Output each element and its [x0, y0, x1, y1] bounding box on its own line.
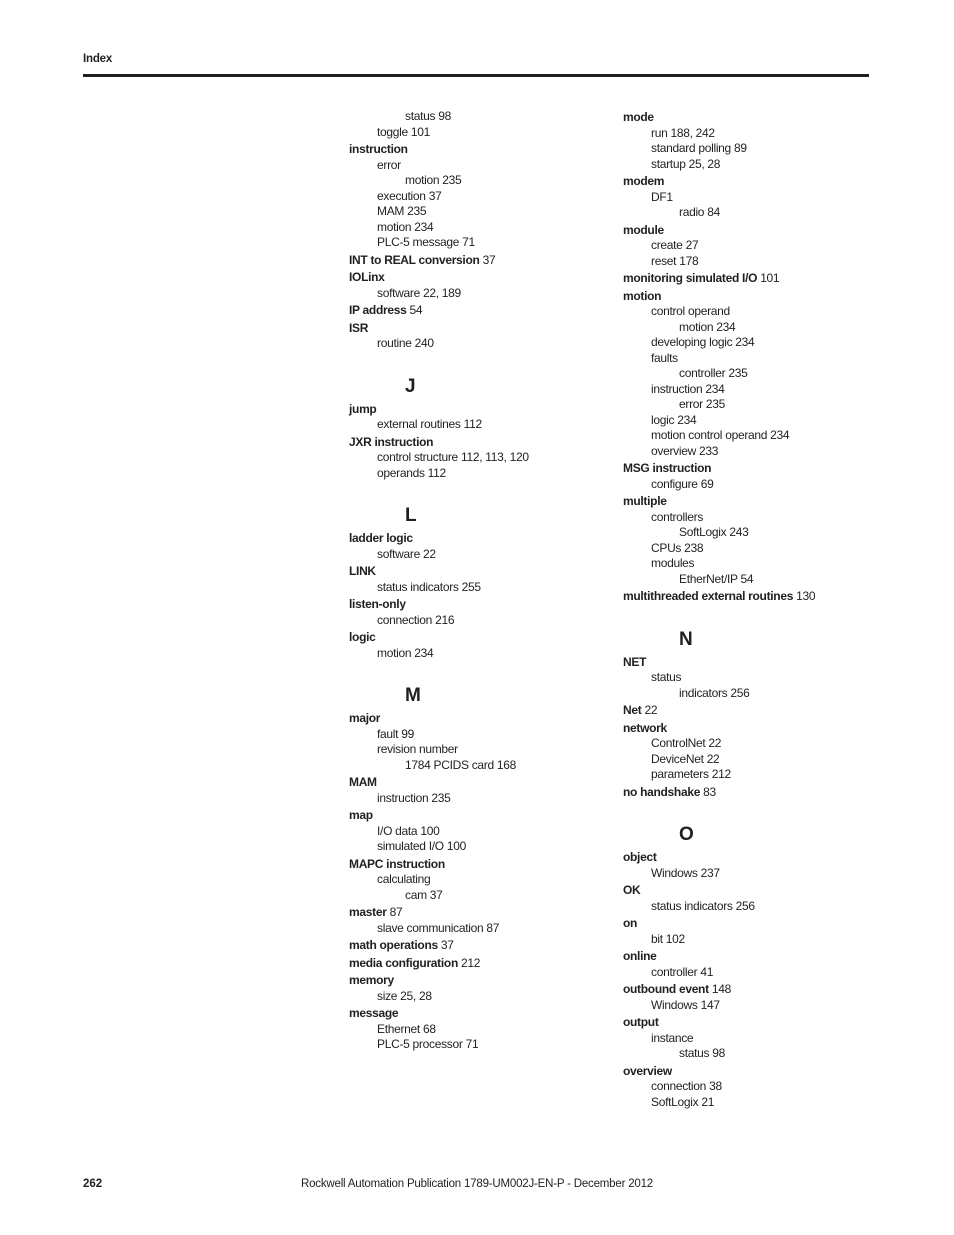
index-term-label: listen-only [349, 597, 406, 611]
index-subentry: routine 240 [377, 336, 434, 350]
index-subentry: Windows 237 [651, 865, 720, 880]
index-term-label: on [623, 916, 638, 930]
index-subentry: create 27 [651, 238, 699, 252]
index-subentry: standard polling 89 [651, 141, 747, 155]
index-term-label: jump [349, 401, 377, 416]
index-term [349, 303, 529, 319]
index-term-label: math operations [349, 938, 438, 952]
index-term-label: multithreaded external routines [623, 589, 794, 603]
index-subentry: instruction 235 [377, 790, 451, 805]
index-subentry: motion control operand 234 [651, 428, 790, 442]
index-subentry: calculating [377, 872, 431, 886]
index-term-label: ladder logic [349, 531, 413, 545]
index-term [349, 630, 529, 646]
index-column-left [349, 109, 529, 1053]
index-subentry: size 25, 28 [377, 988, 432, 1003]
index-term [623, 1015, 815, 1031]
index-subentry: instance [651, 1030, 694, 1045]
index-term-label: network [623, 720, 667, 735]
index-subentry: I/O data 100 [377, 823, 440, 838]
index-term [623, 703, 815, 719]
index-term-label: overview [623, 1063, 672, 1078]
index-term [349, 808, 529, 824]
index-term-label: MAPC instruction [349, 856, 445, 871]
index-term-label: monitoring simulated I/O [623, 271, 758, 285]
index-subentry: motion 234 [377, 645, 434, 660]
index-term-pages: 83 [703, 784, 716, 799]
index-term [623, 785, 815, 801]
index-term [349, 142, 529, 158]
index-subentry: Windows 147 [651, 997, 720, 1012]
index-subentry: error [377, 157, 401, 172]
index-subentry: DF1 [651, 189, 673, 204]
index-subsubentry: EtherNet/IP 54 [679, 571, 754, 586]
index-term [349, 321, 529, 337]
index-term-label: JXR instruction [349, 434, 434, 449]
index-term-label: online [623, 949, 657, 963]
index-subentry: toggle 101 [377, 124, 431, 139]
index-term [349, 711, 529, 727]
index-term-label: modem [623, 174, 665, 188]
index-subentry: startup 25, 28 [651, 156, 721, 171]
index-subsubentry: radio 84 [679, 205, 720, 219]
index-subentry: SoftLogix 21 [651, 1094, 715, 1109]
index-subentry: simulated I/O 100 [377, 839, 466, 853]
index-term [623, 110, 815, 126]
index-term [623, 461, 815, 477]
index-subentry: software 22 [377, 546, 436, 561]
index-subentry: modules [651, 556, 695, 570]
index-term [349, 1006, 529, 1022]
index-term-label: output [623, 1015, 659, 1029]
index-term [349, 857, 529, 873]
index-term [623, 589, 815, 605]
index-term [349, 905, 529, 921]
index-subentry: external routines 112 [377, 417, 482, 431]
index-subentry: CPUs 238 [651, 540, 704, 555]
index-subentry: motion 234 [377, 219, 434, 234]
index-term-pages: 101 [760, 271, 780, 285]
index-term [349, 270, 529, 286]
index-subentry: bit 102 [651, 931, 685, 946]
index-term-label: LINK [349, 564, 376, 578]
index-term [623, 655, 815, 671]
index-subentry: reset 178 [651, 253, 699, 268]
index-term-label: instruction [349, 142, 408, 156]
index-subentry: controller 41 [651, 964, 714, 979]
index-term [349, 531, 529, 547]
index-term-label: module [623, 222, 664, 237]
index-term [623, 289, 815, 305]
index-term [349, 956, 529, 972]
index-term [623, 883, 815, 899]
index-subentry: execution 37 [377, 188, 442, 203]
index-term [623, 494, 815, 510]
index-subsubentry: motion 235 [405, 173, 462, 187]
index-term-label: multiple [623, 494, 667, 508]
index-term-pages: 87 [389, 905, 403, 919]
index-term-pages: 37 [440, 938, 454, 952]
index-subentry: DeviceNet 22 [651, 751, 720, 766]
index-term [623, 223, 815, 239]
index-term-label: map [349, 808, 373, 822]
index-subentry: instruction 234 [651, 381, 725, 396]
index-subsubentry: status 98 [679, 1046, 725, 1060]
index-subentry: logic 234 [651, 412, 697, 427]
index-term-label: motion [623, 288, 662, 303]
index-subentry: control structure 112, 113, 120 [377, 450, 529, 464]
index-term-label: ISR [349, 320, 369, 335]
index-subentry: ControlNet 22 [651, 736, 722, 750]
page-number: 262 [83, 1178, 103, 1190]
index-term [623, 916, 815, 932]
index-subentry: status indicators 256 [651, 898, 755, 913]
index-term-label: logic [349, 630, 376, 644]
index-term-label: mode [623, 110, 654, 124]
index-term-label: media configuration [349, 955, 458, 970]
index-subsubentry: controller 235 [679, 366, 748, 380]
index-subentry: parameters 212 [651, 767, 731, 781]
index-letter-heading: O [679, 824, 694, 845]
publication-info: Rockwell Automation Publication 1789-UM002J-EN-P - December 2012 [301, 1178, 653, 1190]
index-term [349, 564, 529, 580]
index-subentry: faults [651, 350, 678, 365]
index-subsubentry: 1784 PCIDS card 168 [405, 757, 517, 772]
index-letter-heading: M [405, 685, 421, 706]
index-term-label: Net [623, 703, 642, 717]
index-subentry: PLC-5 processor 71 [377, 1037, 479, 1051]
index-subentry: fault 99 [377, 726, 414, 741]
index-term [623, 850, 815, 866]
index-term-label: outbound event [623, 982, 709, 996]
index-term-pages: 130 [796, 589, 816, 603]
index-term-label: no handshake [623, 784, 701, 799]
index-term-label: message [349, 1006, 399, 1020]
index-term-label: MAM [349, 775, 377, 789]
index-subentry: overview 233 [651, 443, 719, 458]
index-subentry: MAM 235 [377, 204, 427, 218]
index-subentry: revision number [377, 742, 458, 756]
index-term-label: OK [623, 883, 641, 897]
index-term-pages: 22 [644, 703, 658, 717]
index-subsubentry: motion 234 [679, 319, 736, 334]
index-subsubentry: indicators 256 [679, 685, 750, 700]
index-subentry: developing logic 234 [651, 335, 755, 349]
index-term-pages: 54 [409, 303, 423, 317]
index-subentry: run 188, 242 [651, 125, 715, 140]
index-term [623, 949, 815, 965]
index-term [623, 271, 815, 287]
index-term-pages: 212 [461, 955, 481, 970]
index-term [349, 402, 529, 418]
index-term [349, 435, 529, 451]
index-letter-heading: L [405, 505, 417, 526]
index-term-label: object [623, 850, 657, 864]
index-term [623, 982, 815, 998]
index-term [349, 253, 529, 269]
index-letter-heading: N [679, 628, 693, 650]
index-subsubentry: SoftLogix 243 [679, 525, 749, 539]
index-subentry: software 22, 189 [377, 285, 461, 300]
index-subsubentry: status 98 [405, 109, 451, 123]
index-subentry: connection 38 [651, 1079, 722, 1093]
index-term [349, 597, 529, 613]
index-term-label: IP address [349, 303, 407, 317]
index-subentry: configure 69 [651, 476, 714, 491]
index-subentry: PLC-5 message 71 [377, 235, 475, 249]
index-letter-heading: J [405, 375, 416, 397]
index-subentry: Ethernet 68 [377, 1021, 436, 1036]
running-header: Index [83, 53, 113, 65]
index-term-pages: 148 [711, 982, 731, 996]
header-rule [83, 74, 869, 77]
index-term-pages: 37 [482, 252, 496, 267]
index-subsubentry: error 235 [679, 397, 725, 411]
index-term-label: major [349, 711, 381, 725]
index-term-label: memory [349, 973, 394, 987]
index-subentry: status indicators 255 [377, 579, 481, 594]
index-column-right [623, 108, 815, 1110]
index-subentry: controllers [651, 509, 704, 524]
index-term-label: MSG instruction [623, 461, 712, 475]
index-term-label: master [349, 905, 387, 919]
index-subentry: connection 216 [377, 612, 455, 627]
index-subsubentry: cam 37 [405, 887, 443, 902]
index-term [623, 721, 815, 737]
index-term-label: IOLinx [349, 270, 385, 284]
index-subentry: control operand [651, 304, 730, 318]
index-term-label: INT to REAL conversion [349, 252, 480, 267]
index-term [623, 1064, 815, 1080]
index-subentry: slave communication 87 [377, 920, 500, 935]
index-term-label: NET [623, 654, 647, 669]
index-subentry: status [651, 670, 682, 684]
index-subentry: operands 112 [377, 465, 446, 480]
index-term [349, 775, 529, 791]
index-term [349, 938, 529, 954]
index-term [623, 174, 815, 190]
index-term [349, 973, 529, 989]
